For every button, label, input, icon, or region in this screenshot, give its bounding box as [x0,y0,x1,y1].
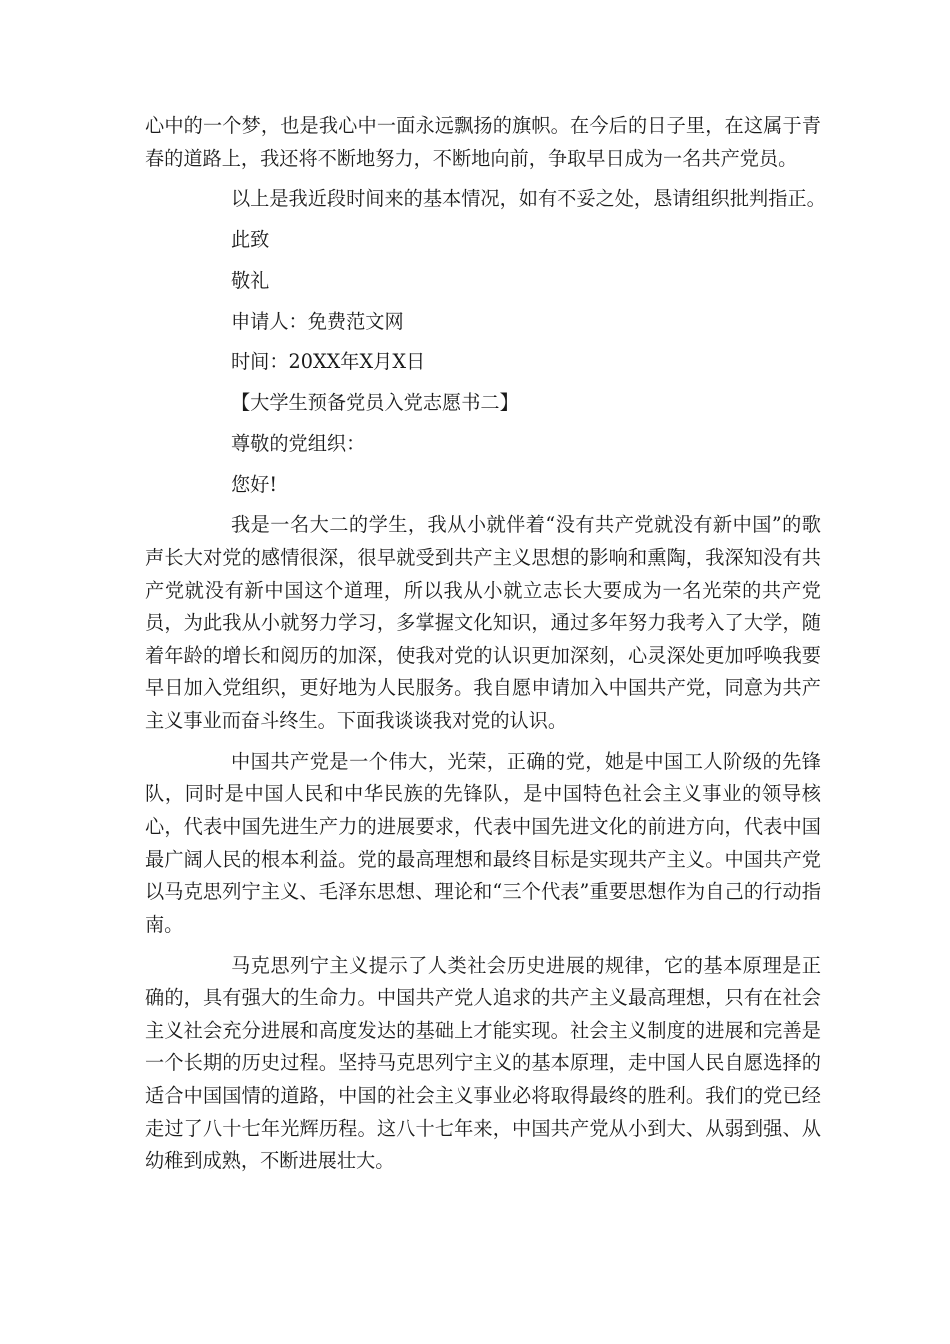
applicant-line: 申请人：免费范文网 [231,309,404,333]
continuation-paragraph: 心中的一个梦，也是我心中一面永远飘扬的旗帜。在今后的日子里，在这属于青春的道路上，我还将不断地努力，不断地向前，争取早日成为一名共产党员。 [145,114,821,170]
document-body [145,110,826,1186]
date-line: 时间：20XX年X月X日 [231,350,426,374]
body-paragraph: 马克思列宁主义提示了人类社会历史进展的规律，它的基本原理是正确的，具有强大的生命力。中国共产党人追求的共产主义最高理想，只有在社会主义社会充分进展和高度发达的基础上才能实现。社会主义制度的进展和完善是一个长期的历史过程。坚持马克思列宁主义的基本原理，走中国人民自愿选择的适合中国国情的道路，中国的社会主义事业必将取得最终的胜利。我们的党已经走过了八十七年光辉历程。这八十七年来，中国共产党从小到大、从弱到强、从幼稚到成熟，不断进展壮大。 [145,953,821,1173]
body-paragraph: 中国共产党是一个伟大，光荣，正确的党，她是中国工人阶级的先锋队，同时是中国人民和中华民族的先锋队，是中国特色社会主义事业的领导核心，代表中国先进生产力的进展要求，代表中国先进文化的前进方向，代表中国最广阔人民的根本利益。党的最高理想和最终目标是实现共产主义。中国共产党以马克思列宁主义、毛泽东思想、理论和“三个代表”重要思想作为自己的行动指南。 [145,749,821,936]
salutation-line-1: 此致 [231,227,270,251]
body-paragraph: 我是一名大二的学生，我从小就伴着“没有共产党就没有新中国”的歌声长大对党的感情很深，很早就受到共产主义思想的影响和熏陶，我深知没有共产党就没有新中国这个道理，所以我从小就立志长大要成为一名光荣的共产党员，为此我从小就努力学习，多掌握文化知识，通过多年努力我考入了大学，随着年龄的增长和阅历的加深，使我对党的认识更加深刻，心灵深处更加呼唤我要早日加入党组织，更好地为人民服务。我自愿申请加入中国共产党，同意为共产主义事业而奋斗终生。下面我谈谈我对党的认识。 [145,513,821,732]
section-title: 【大学生预备党员入党志愿书二】 [231,391,519,415]
greeting-hello: 您好! [231,472,278,496]
closing-statement: 以上是我近段时间来的基本情况，如有不妥之处，恳请组织批判指正。 [231,187,826,211]
salutation-line-2: 敬礼 [231,268,270,292]
greeting-addressee: 尊敬的党组织： [231,431,366,455]
